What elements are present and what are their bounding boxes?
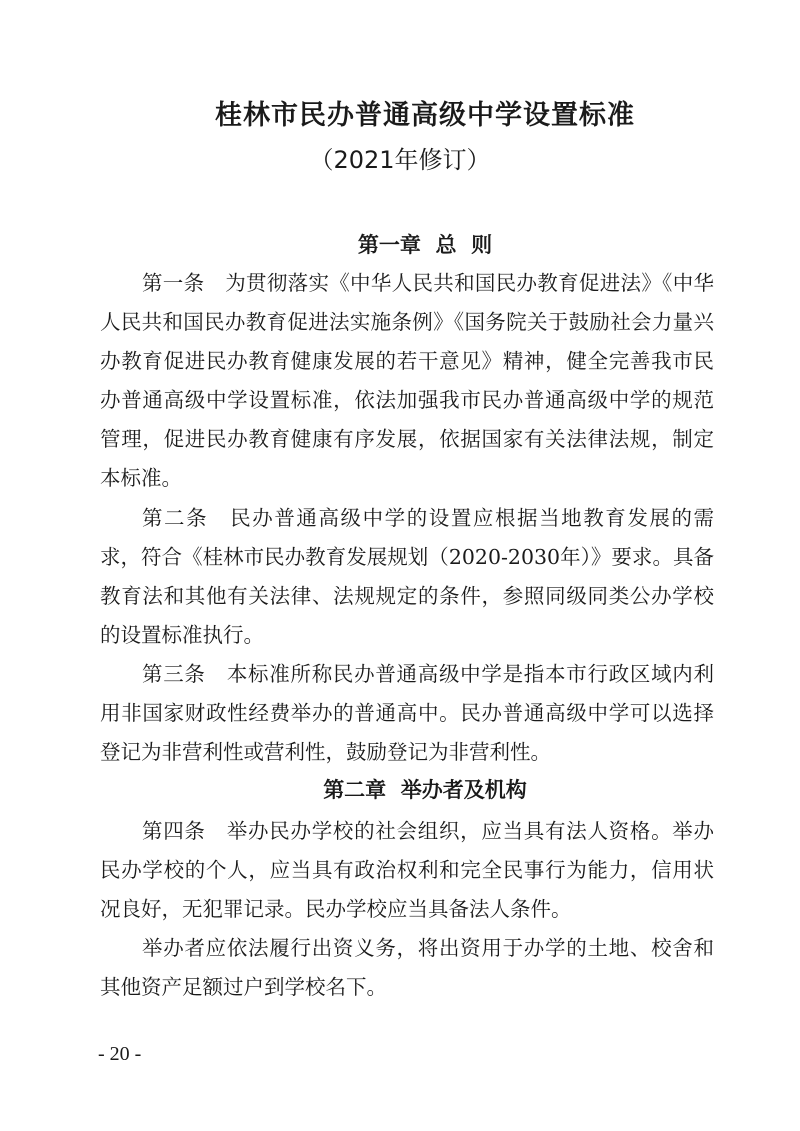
article-paragraph: 第二条 民办普通高级中学的设置应根据当地教育发展的需求，符合《桂林市民办教育发展规划（2020-2030年）》要求。具备教育法和其他有关法律、法规规定的条件，参照同级同类公办学校的设置标准执行。 [100,506,714,647]
chapter-heading: 第一章 总 则 [357,233,493,257]
article-paragraph: 第一条 为贯彻落实《中华人民共和国民办教育促进法》《中华人民共和国民办教育促进法实施条例》《国务院关于鼓励社会力量兴办教育促进民办教育健康发展的若干意见》精神，健全完善我市民办普通高级中学设置标准，依法加强我市民办普通高级中学的规范管理，促进民办教育健康有序发展，依据国家有关法律法规，制定本标准。 [100,271,714,490]
article-paragraph: 第三条 本标准所称民办普通高级中学是指本市行政区域内利用非国家财政性经费举办的普通高中。民办普通高级中学可以选择登记为非营利性或营利性，鼓励登记为非营利性。 [100,662,714,764]
page-number: - 20 - [98,1043,142,1065]
document-subtitle: （2021年修订） [309,146,491,174]
article-paragraph: 举办者应依法履行出资义务，将出资用于办学的土地、校舍和其他资产足额过户到学校名下。 [100,936,714,999]
article-paragraph: 第四条 举办民办学校的社会组织，应当具有法人资格。举办民办学校的个人，应当具有政治权利和完全民事行为能力，信用状况良好，无犯罪记录。民办学校应当具备法人条件。 [100,819,714,921]
chapter-heading: 第二章 举办者及机构 [323,778,527,802]
document-title: 桂林市民办普通高级中学设置标准 [215,100,635,131]
